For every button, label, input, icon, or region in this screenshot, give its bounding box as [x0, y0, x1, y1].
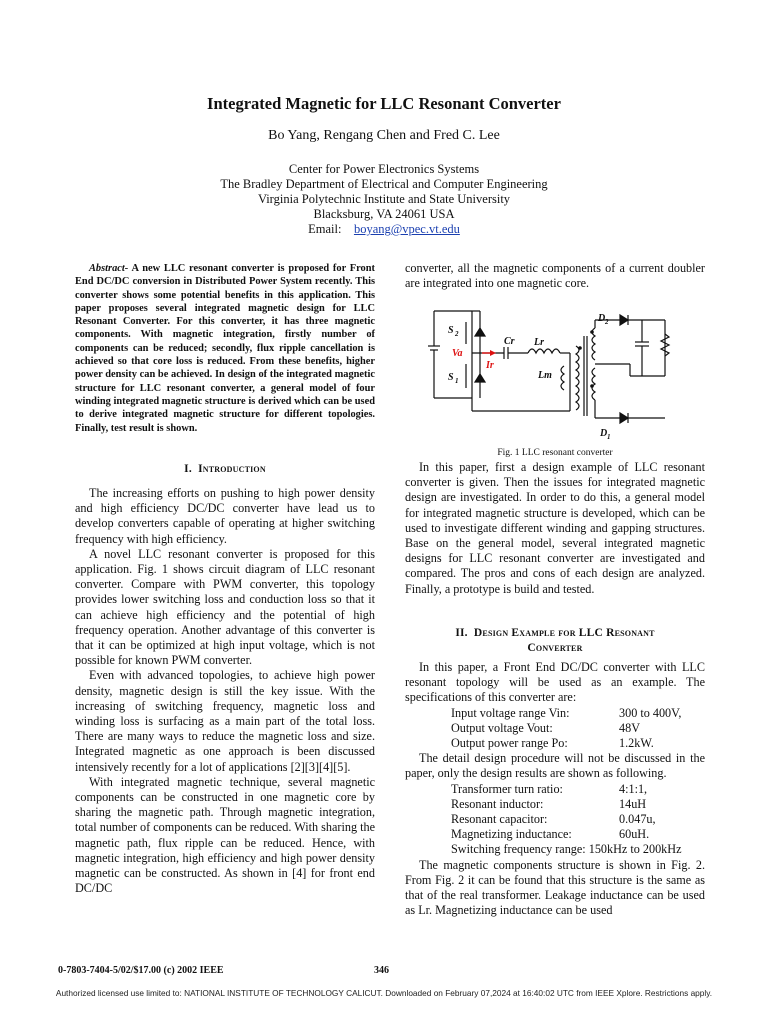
result-row: Resonant inductor: 14uH [451, 796, 647, 811]
design-paragraph-1: In this paper, a Front End DC/DC converter with LLC resonant topology will be used as an example. The specifications of this converter are: [405, 660, 705, 705]
design-paragraph-3: The magnetic components structure is shown in Fig. 2. From Fig. 2 it can be found that this structure is the same as that of the real transformer. Leakage inductance can be used as Lr. Magnetizing inductance can be used [405, 857, 705, 918]
copyright-line: 0-7803-7404-5/02/$17.00 (c) 2002 IEEE [58, 965, 224, 976]
email-label: Email: [308, 222, 342, 236]
affiliation-line-2: The Bradley Department of Electrical and Computer Engineering [220, 177, 548, 191]
paper-title: Integrated Magnetic for LLC Resonant Converter [207, 94, 561, 113]
page-number: 346 [374, 965, 389, 976]
llc-circuit-diagram [420, 306, 690, 446]
frequency-row: Switching frequency range: 150kHz to 200kHz [451, 842, 682, 857]
email-line [0, 222, 768, 237]
intro-paragraph-3: Even with advanced topologies, to achieve high power density, magnetic design is still the key issue. With the increasing of switching frequency, magnetic loss and winding loss is surfacing as a main part of the total loss. There are many ways to reduce the magnetic loss and size. Integrated magnetic as one approach is been discussed intensively recently for a lot of applications [2][3][4][5]. [75, 668, 375, 774]
section-2-title: Design Example for LLC Resonant [473, 627, 655, 639]
label-cr: Cr [504, 336, 515, 347]
intro-paragraph-2: A novel LLC resonant converter is proposed for this application. Fig. 1 shows circuit diagram of LLC resonant converter. Compare with PWM converter, this topology provides lower switching loss and conduction loss so that it can achieve high efficiency and the potential of high frequency operation. Another advantage of this converter is that it can be optimized at high input voltage, which is not possible for known PWM converter. [75, 546, 375, 668]
spec-row: Input voltage range Vin: 300 to 400V, [451, 705, 682, 720]
label-va: Va [452, 348, 463, 359]
affiliation-line-1: Center for Power Electronics Systems [288, 162, 480, 176]
design-paragraph-2: The detail design procedure will not be discussed in the paper, only the design results are shown as following. [405, 751, 705, 781]
right-column-continuation: converter, all the magnetic components of a current doubler are integrated into one magnetic core. [405, 261, 705, 291]
abstract-label: Abstract- [89, 263, 129, 274]
figure-caption: Fig. 1 LLC resonant converter [497, 448, 613, 458]
result-row: Transformer turn ratio: 4:1:1, [451, 781, 648, 796]
result-row: Resonant capacitor: 0.047u, [451, 812, 656, 827]
label-s2-sub: 2 [455, 330, 459, 338]
label-d2: D [598, 313, 606, 324]
left-column-body [75, 486, 375, 896]
intro-paragraph-1: The increasing efforts on pushing to high power density and high efficiency DC/DC converter have lead us to develop converters capable of operating at higher switching frequency with high efficiency. [75, 486, 375, 546]
spec-row: Output voltage Vout: 48V [451, 720, 640, 735]
section-2-number: II. [455, 627, 468, 639]
intro-paragraph-4: With integrated magnetic technique, several magnetic components can be constructed in one magnetic core by sharing the magnetic path. Through magnetic integration, total number of components can be reduced. With sharing the magnetic path, flux ripple can be reduced. Hence, with magnetic integration, high efficiency and high power density magnetic can be constructed. As shown in [4] for front end DC/DC [75, 774, 375, 896]
label-d1: D [600, 428, 608, 439]
label-lr: Lr [534, 337, 544, 348]
section-2-heading [405, 626, 705, 656]
section-1-heading [75, 463, 375, 475]
section-2-title-line-2: Converter [527, 642, 583, 654]
overview-paragraph: In this paper, first a design example of LLC resonant converter is given. Then the issues for integrated magnetic design are investigated. In order to do this, a general model for integrated magnetic structure is developed, which can be used to investigate different winding and gapping structures. Base on the general model, several integrated magnetic designs for LLC resonant converter are investigated and compared. The pros and cons of each design are analyzed. Finally, a prototype is build and tested. [405, 460, 705, 596]
label-d1-sub: 1 [607, 433, 611, 441]
right-column-design [405, 660, 705, 918]
result-row: Magnetizing inductance: 60uH. [451, 827, 650, 842]
right-column-intro [405, 261, 705, 291]
email-link[interactable]: boyang@vpec.vt.edu [353, 222, 460, 236]
license-notice: Authorized licensed use limited to: NATIONAL INSTITUTE OF TECHNOLOGY CALICUT. Downloaded on February 07,2024 at 16:40:02 UTC from IEEE Xplore. Restrictions apply. [55, 988, 713, 998]
label-s2: S [448, 325, 454, 336]
spec-row: Output power range Po: 1.2kW. [451, 736, 654, 751]
label-lm: Lm [538, 370, 552, 381]
author-list: Bo Yang, Rengang Chen and Fred C. Lee [268, 128, 500, 143]
abstract [75, 262, 375, 435]
section-1-number: I. [184, 463, 192, 475]
section-1-title: Introduction [198, 463, 266, 475]
label-d2-sub: 2 [605, 318, 609, 326]
affiliation-line-3: Virginia Polytechnic Institute and State University [257, 192, 511, 206]
label-s1: S [448, 372, 454, 383]
affiliation-line-4: Blacksburg, VA 24061 USA [313, 207, 455, 221]
label-s1-sub: 1 [455, 377, 459, 385]
abstract-text: A new LLC resonant converter is proposed for Front End DC/DC conversion in Distributed Power System recently. This converter shows some potential benefits in this application. This paper proposes several integrated magnetic design for LLC Resonant Converter. For this converter, it has three magnetic components. With magnetic integration, firstly number of components can be reduced; secondly, flux ripple cancellation is achieved so that core loss is reduced. From these benefits, higher power density can be achieved. In design of the integrated magnetic structure for LLC resonant converter, a general model of four winding integrated magnetic structure is derived which can be used to derive integrated magnetic structure for different topologies. Finally, test result is shown. [75, 263, 375, 434]
right-column-overview [405, 460, 705, 597]
label-ir: Ir [486, 360, 494, 371]
